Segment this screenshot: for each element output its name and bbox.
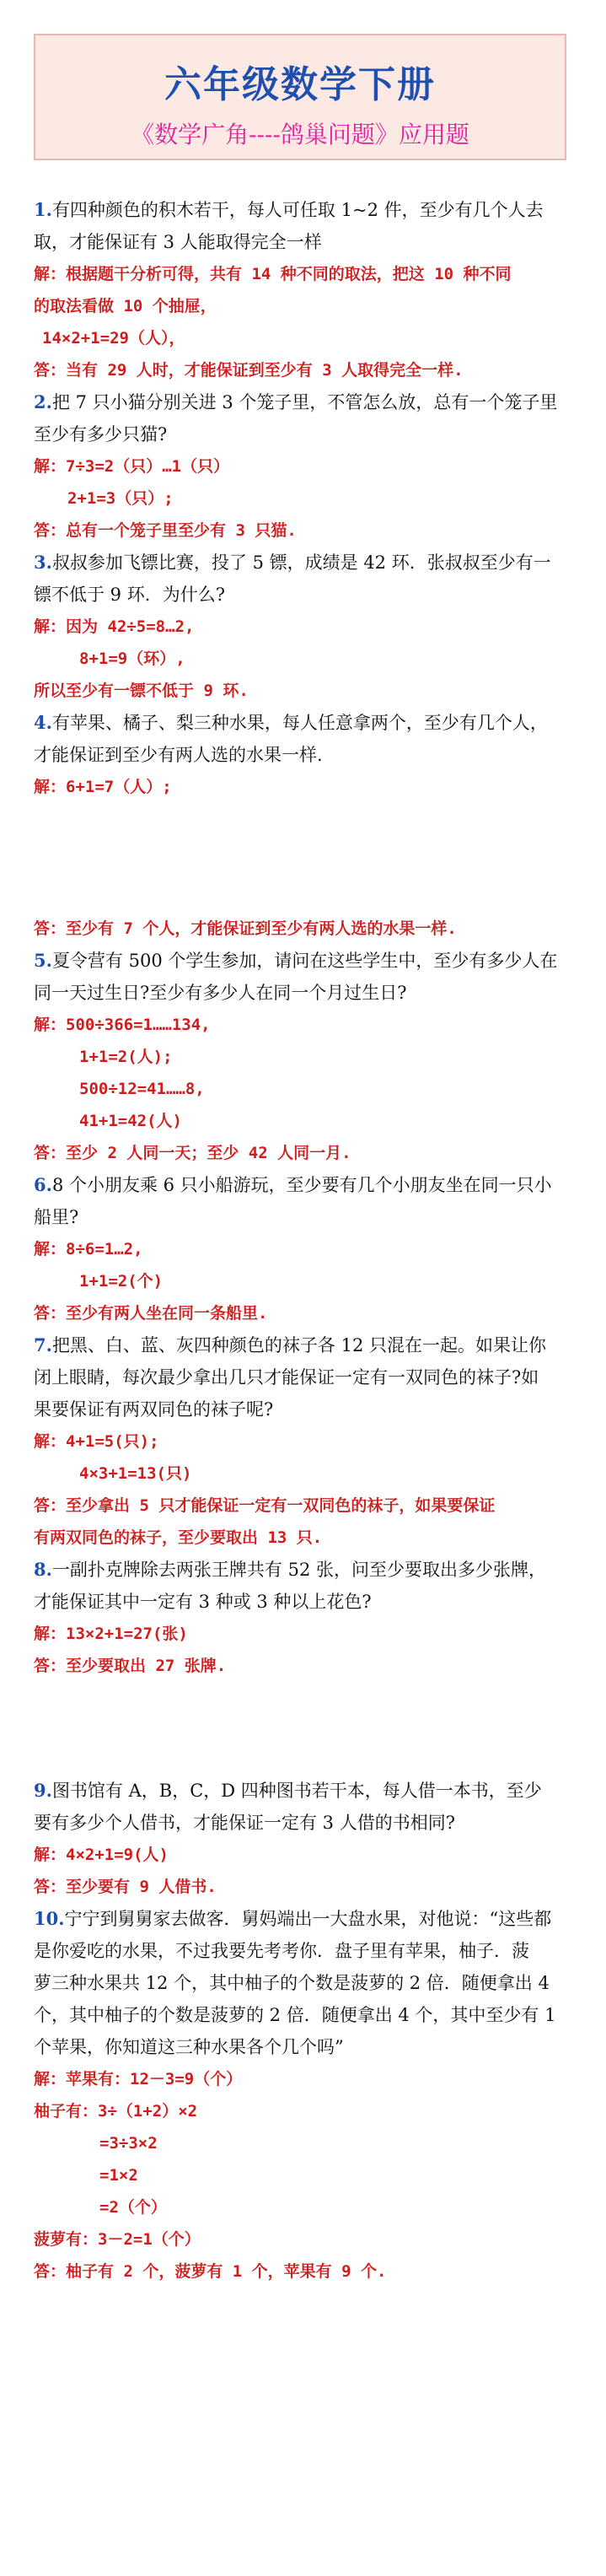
answer-line: 500÷12=41……8, xyxy=(79,1080,205,1098)
question-text: 宁宁到舅舅家去做客．舅妈端出一大盘水果，对他说：“这些都 xyxy=(64,1909,552,1929)
question-text: 把黑、白、蓝、灰四种颜色的袜子各 12 只混在一起。如果让你 xyxy=(51,1335,547,1355)
question-line: 船里? xyxy=(34,1207,79,1227)
answer-line: 解：苹果有：12－3=9（个） xyxy=(34,2070,243,2088)
question-line: 闭上眼睛，每次最少拿出几只才能保证一定有一双同色的袜子?如 xyxy=(34,1367,539,1388)
question-number: 6. xyxy=(34,1174,52,1195)
question-text: 8 个小朋友乘 6 只小船游玩，至少要有几个小朋友坐在同一只小 xyxy=(51,1175,552,1195)
question-line xyxy=(34,1775,573,1807)
problem-9 xyxy=(34,1775,573,1903)
answer-line: 答：至少要取出 27 张牌. xyxy=(34,1657,227,1675)
answer-line: 1+1=2(个) xyxy=(79,1272,164,1291)
answer-line: 8+1=9（环）, xyxy=(79,649,185,668)
problem-list xyxy=(34,194,573,2288)
question-line: 要有多少个人借书，才能保证一定有 3 人借的书相同? xyxy=(34,1813,455,1833)
header-banner xyxy=(34,34,566,160)
answer-line: 2+1=3（只）; xyxy=(67,489,174,508)
question-text: 把 7 只小猫分别关进 3 个笼子里，不管怎么放，总有一个笼子里 xyxy=(51,392,558,412)
question-line: 才能保证其中一定有 3 种或 3 种以上花色? xyxy=(34,1592,372,1612)
blank-space xyxy=(34,1682,573,1775)
answer-line: 4×3+1=13(只) xyxy=(79,1464,192,1483)
problem-8 xyxy=(34,1554,573,1775)
page-title: 六年级数学下册 xyxy=(164,63,436,106)
answer-line: 的取法看做 10 个抽屉， xyxy=(34,297,217,315)
answer-line: =2（个） xyxy=(99,2198,167,2217)
question-line: 取，才能保证有 3 人能取得完全一样 xyxy=(34,232,322,252)
answer-line: 解：6+1=7（人）; xyxy=(34,778,172,796)
answer-line: 有两双同色的袜子，至少要取出 13 只. xyxy=(34,1528,323,1547)
question-line: 萝三种水果共 12 个，其中柚子的个数是菠萝的 2 倍．随便拿出 4 xyxy=(34,1973,550,1993)
question-number: 10. xyxy=(34,1908,65,1929)
problem-10 xyxy=(34,1903,573,2288)
question-line: 同一天过生日?至少有多少人在同一个月过生日? xyxy=(34,983,407,1003)
answer-line: 41+1=42(人) xyxy=(79,1112,182,1130)
question-line: 才能保证到至少有两人选的水果一样. xyxy=(34,745,323,765)
answer-line: 解：4+1=5(只); xyxy=(34,1432,159,1451)
question-number: 8. xyxy=(34,1559,52,1580)
problem-6 xyxy=(34,1169,573,1329)
problem-7 xyxy=(34,1329,573,1554)
question-text: 有四种颜色的积木若干，每人可任取 1~2 件，至少有几个人去 xyxy=(51,200,544,220)
question-line: 个苹果，你知道这三种水果各个几个吗” xyxy=(34,2037,344,2057)
answer-line: =1×2 xyxy=(99,2166,138,2185)
problem-1 xyxy=(34,194,573,386)
answer-line: 答：当有 29 人时，才能保证到至少有 3 人取得完全一样. xyxy=(34,361,464,380)
page-subtitle: 《数学广角----鸽巢问题》应用题 xyxy=(131,121,469,148)
answer-line: 答：至少要有 9 人借书. xyxy=(34,1878,217,1896)
blank-space xyxy=(34,803,573,913)
answer-line: 解：8÷6=1…2, xyxy=(34,1240,143,1258)
answer-line: 所以至少有一镖不低于 9 环. xyxy=(34,682,249,700)
question-line: 至少有多少只猫? xyxy=(34,424,168,445)
question-number: 7. xyxy=(34,1334,52,1355)
question-line: 果要保证有两双同色的袜子呢? xyxy=(34,1399,274,1420)
question-line xyxy=(34,547,573,579)
answer-line: 答：至少 2 人同一天；至少 42 人同一月. xyxy=(34,1144,351,1162)
answer-line: 解：4×2+1=9(人) xyxy=(34,1846,169,1864)
question-line xyxy=(34,1554,573,1586)
question-number: 9. xyxy=(34,1780,52,1801)
question-line: 是你爱吃的水果，不过我要先考考你．盘子里有苹果，柚子．菠 xyxy=(34,1941,529,1961)
question-line xyxy=(34,1903,573,1935)
question-text: 叔叔参加飞镖比赛，投了 5 镖，成绩是 42 环．张叔叔至少有一 xyxy=(51,552,551,573)
question-number: 1. xyxy=(34,199,52,220)
answer-line: 解：13×2+1=27(张) xyxy=(34,1625,188,1643)
question-line xyxy=(34,386,573,418)
answer-line: 柚子有：3÷（1+2）×2 xyxy=(34,2102,198,2121)
question-line: 个，其中柚子的个数是菠萝的 2 倍．随便拿出 4 个，其中至少有 1 xyxy=(34,2005,556,2025)
question-line: 镖不低于 9 环．为什么? xyxy=(34,585,225,605)
answer-line: 答：柚子有 2 个，菠萝有 1 个，苹果有 9 个. xyxy=(34,2262,387,2281)
question-line xyxy=(34,194,573,226)
question-number: 5. xyxy=(34,950,52,971)
question-line xyxy=(34,707,573,739)
answer-line: 答：至少有两人坐在同一条船里. xyxy=(34,1304,268,1323)
answer-line: 解：7÷3=2（只）…1（只） xyxy=(34,457,230,476)
problem-3 xyxy=(34,547,573,707)
answer-line: 1+1=2(人); xyxy=(79,1048,173,1066)
problem-5 xyxy=(34,945,573,1169)
answer-line: 菠萝有：3－2=1（个） xyxy=(34,2230,201,2249)
answer-line: 答：至少有 7 个人，才能保证到至少有两人选的水果一样. xyxy=(34,919,457,938)
question-text: 有苹果、橘子、梨三种水果，每人任意拿两个，至少有几个人， xyxy=(51,713,548,733)
question-line xyxy=(34,945,573,977)
question-text: 一副扑克牌除去两张王牌共有 52 张，问至少要取出多少张牌， xyxy=(51,1560,547,1580)
problem-2 xyxy=(34,386,573,547)
answer-line: 答：总有一个笼子里至少有 3 只猫. xyxy=(34,521,297,540)
problem-4 xyxy=(34,707,573,945)
question-line xyxy=(34,1169,573,1201)
answer-line: 解：因为 42÷5=8…2, xyxy=(34,617,195,636)
question-line xyxy=(34,1329,573,1361)
question-number: 4. xyxy=(34,712,52,733)
answer-line: =3÷3×2 xyxy=(99,2134,158,2153)
question-text: 夏令营有 500 个学生参加，请问在这些学生中，至少有多少人在 xyxy=(51,951,558,971)
question-number: 2. xyxy=(34,391,52,412)
answer-line: 解：500÷366=1……134, xyxy=(34,1016,211,1034)
answer-line: 14×2+1=29（人）， xyxy=(42,329,185,348)
answer-line: 解：根据题干分析可得，共有 14 种不同的取法，把这 10 种不同 xyxy=(34,265,512,283)
answer-line: 答：至少拿出 5 只才能保证一定有一双同色的袜子，如果要保证 xyxy=(34,1496,496,1515)
question-text: 图书馆有 A，B，C，D 四种图书若干本，每人借一本书，至少 xyxy=(51,1781,542,1801)
question-number: 3. xyxy=(34,552,52,573)
